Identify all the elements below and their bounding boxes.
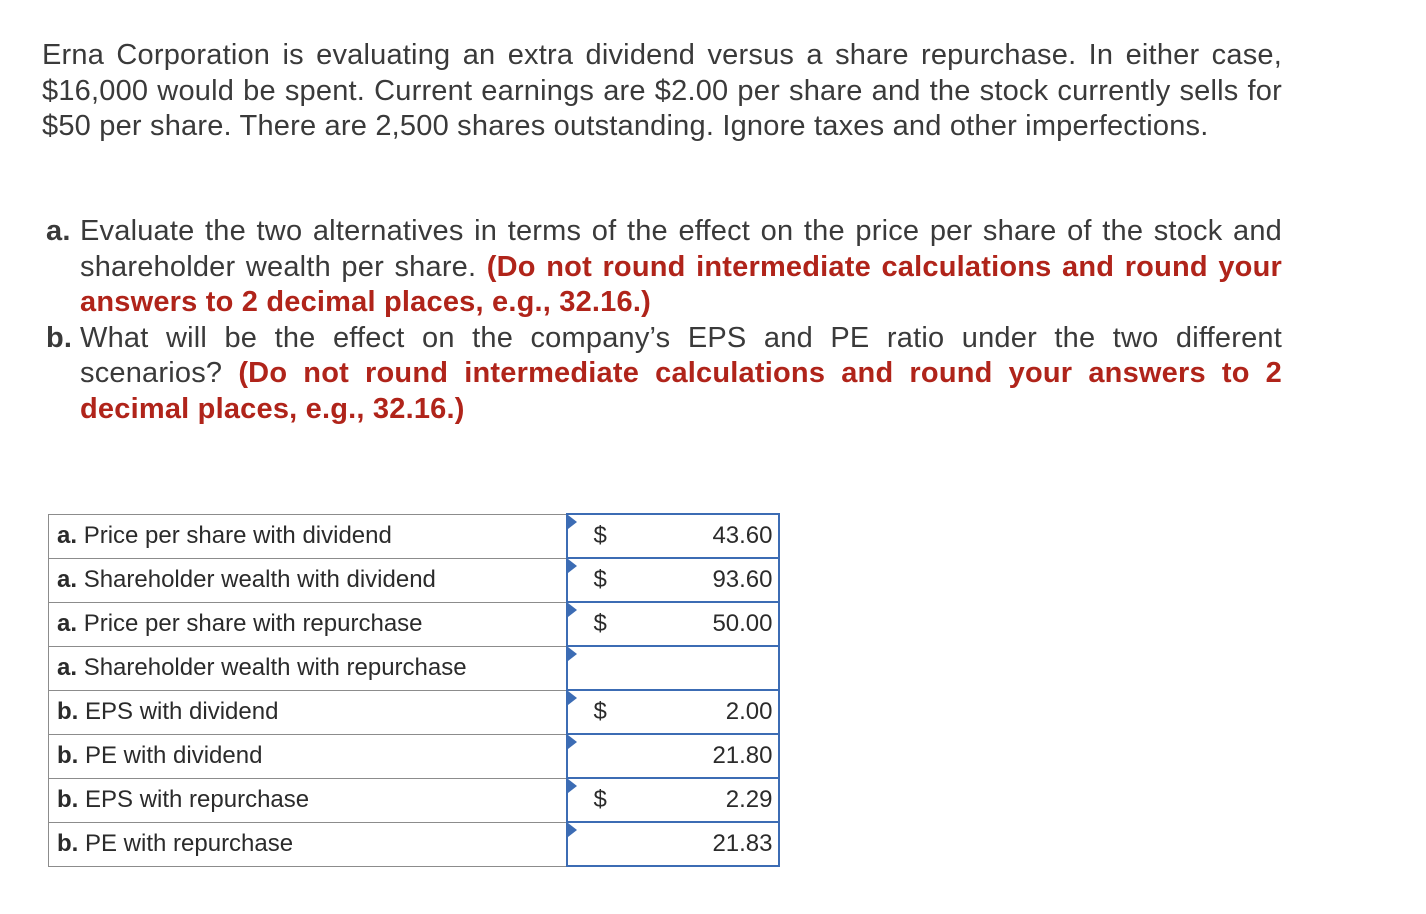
input-marker-icon [568,779,577,793]
answer-value[interactable]: 50.00 [712,610,773,637]
answer-row [49,646,779,690]
question-a [42,214,1282,321]
answer-value[interactable]: 21.83 [712,830,773,857]
question-text: Evaluate the two alternatives in terms of the effect on the price per share of the stock and shareholder wealth per share. [80,215,1282,283]
row-label [49,558,567,602]
answer-input[interactable] [567,514,779,558]
input-marker-icon [568,603,577,617]
input-marker-icon [568,735,577,749]
question-list [42,214,1282,427]
row-label [49,514,567,558]
row-label [49,822,567,866]
problem-intro: Erna Corporation is evaluating an extra dividend versus a share repurchase. In either case, $16,000 would be spent. Current earnings are $2.00 per share and the stock currently sells for $50 per share. There are 2,500 shares outstanding. Ignore taxes and other imperfections. [42,39,1282,142]
currency-symbol: $ [593,566,607,593]
answer-row [49,602,779,646]
input-marker-icon [568,559,577,573]
input-marker-icon [568,515,577,529]
answer-input[interactable] [567,778,779,822]
row-label-text: PE with repurchase [85,830,294,857]
answer-input[interactable] [567,646,779,690]
question-letter: b. [46,321,73,354]
question-text: What will be the effect on the company’s EPS and PE ratio under the two different scenarios? [80,321,1282,389]
answer-input[interactable] [567,602,779,646]
question-hint: (Do not round intermediate calculations and round your answers to 2 decimal places, e.g., 32.16.) [80,357,1283,425]
row-label [49,602,567,646]
answer-value[interactable]: 2.00 [725,698,773,725]
answer-input[interactable] [567,734,779,778]
row-label-prefix: a. [57,654,78,681]
answer-value[interactable]: 43.60 [712,522,773,549]
row-label-text: Shareholder wealth with dividend [83,566,436,593]
question-hint: (Do not round intermediate calculations and round your answers to 2 decimal places, e.g., 32.16.) [80,250,1282,318]
input-marker-icon [568,823,577,837]
row-label [49,778,567,822]
answer-row [49,558,779,602]
answer-row [49,778,779,822]
row-label-text: Price per share with repurchase [83,610,423,637]
input-marker-icon [568,691,577,705]
row-label-text: EPS with dividend [85,698,279,725]
answer-input[interactable] [567,558,779,602]
currency-symbol: $ [593,698,607,725]
row-label-text: Price per share with dividend [83,522,392,549]
input-marker-icon [568,647,577,661]
row-label [49,646,567,690]
row-label-prefix: b. [57,742,79,769]
row-label-prefix: b. [57,698,79,725]
row-label-text: PE with dividend [85,742,263,769]
question-letter: a. [46,215,71,247]
currency-symbol: $ [593,610,607,637]
answer-row [49,690,779,734]
answer-value[interactable]: 93.60 [712,566,773,593]
currency-symbol: $ [593,786,607,813]
currency-symbol: $ [593,522,607,549]
row-label-prefix: a. [57,566,78,593]
answer-input[interactable] [567,690,779,734]
row-label-text: EPS with repurchase [85,786,310,813]
row-label-text: Shareholder wealth with repurchase [83,654,467,681]
answer-input[interactable] [567,822,779,866]
answer-row [49,822,779,866]
row-label-prefix: a. [57,522,78,549]
row-label-prefix: b. [57,786,79,813]
row-label-prefix: a. [57,610,78,637]
answer-row [49,734,779,778]
row-label-prefix: b. [57,830,79,857]
row-label [49,690,567,734]
answer-row [49,514,779,558]
answer-value[interactable]: 21.80 [712,742,773,769]
answer-value[interactable]: 2.29 [725,786,773,813]
row-label [49,734,567,778]
answer-table [48,513,780,867]
question-b [42,321,1282,428]
